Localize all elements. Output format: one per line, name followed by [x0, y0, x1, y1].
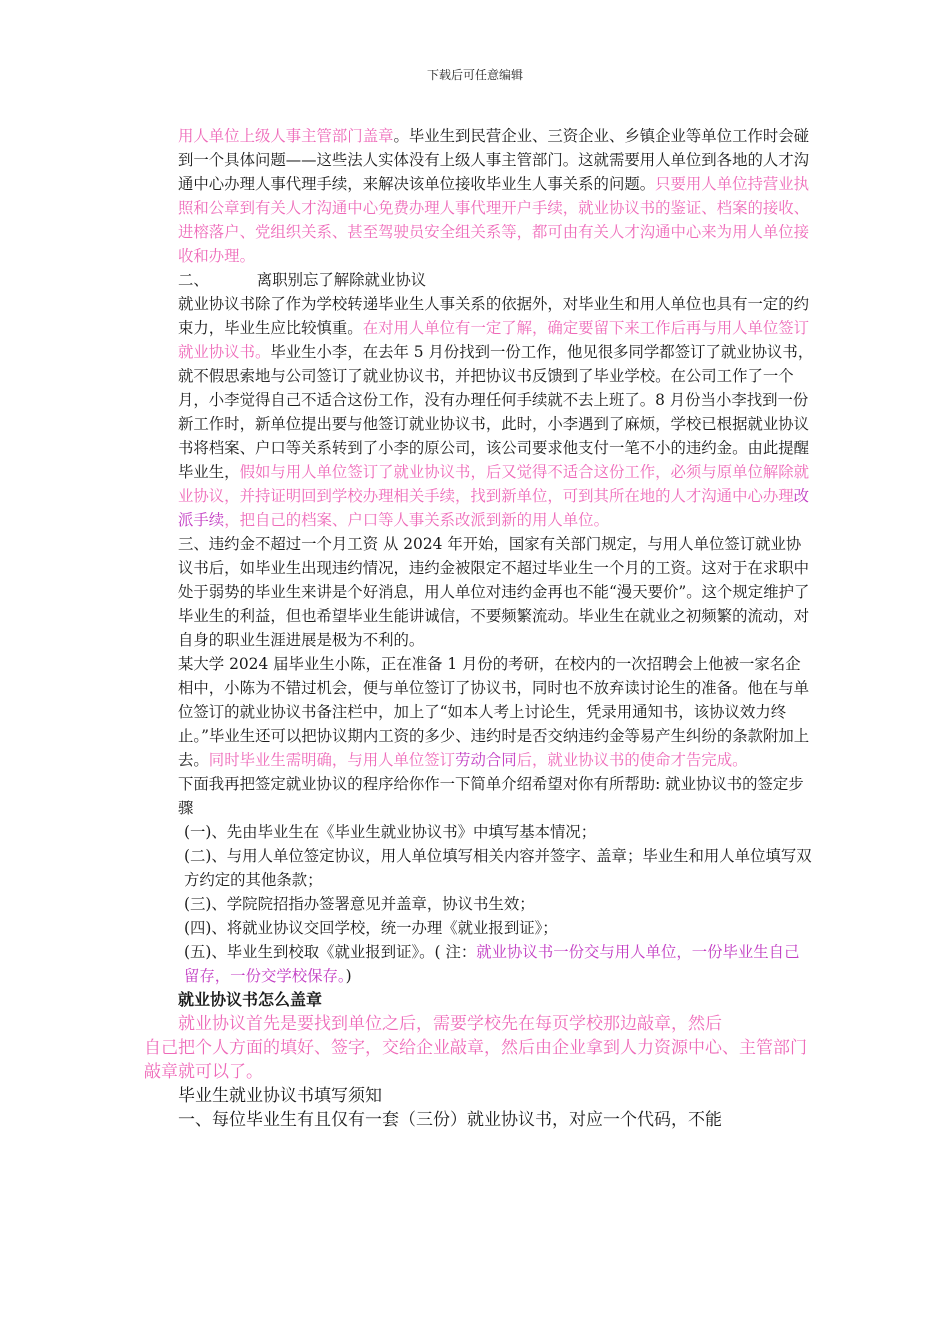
document-body — [144, 124, 814, 1132]
section-2-heading — [178, 268, 814, 292]
body-text: ) — [345, 967, 352, 985]
highlight-text: 只要用人单位持营业执照和公章到有关人才沟通中心免费办理人事代理开户手续，就业协议书的鉴证、档案的接收、进榕落户、党组织关系、甚至驾驶员安全组关系等，都可由有关人才沟通中心来为用人单位接收和办理。 — [178, 175, 810, 265]
body-text: 毕业生小李，在去年 5 月份找到一份工作，他见很多同学都签订了就业协议书，就不假思索地与公司签订了就业协议书，并把协议书反馈到了毕业学校。在公司工作了一个月，小李觉得自己不适合这份工作，没有办理任何手续就不去上班了。8 月份当小李找到一份新工作时，新单位提出要与他签订就业协议书，此时，小李遇到了麻烦，学校已根据就业协议书将档案、户口等关系转到了小李的原公司，该公司要求他支付一笔不小的违约金。由此提醒毕业生， — [178, 343, 814, 481]
highlight-text: 假如与用人单位签订了就业协议书，后又觉得不适合这份工作，必须与原单位解除就业协议，并持证明回到学校办理相关手续，找到新单位，可到其所在地的人才沟通中心办理 — [178, 463, 810, 505]
step-2: (二)、与用人单位签定协议，用人单位填写相关内容并签字、盖章；毕业生和用人单位填写双方约定的其他条款； — [184, 847, 812, 889]
highlight-text: ，把自己的档案、户口等人事关系改派到新的用人单位。 — [224, 511, 609, 529]
paragraph-4 — [178, 652, 814, 772]
step-1: (一)、先由毕业生在《毕业生就业协议书》中填写基本情况； — [184, 823, 597, 841]
paragraph-5: 下面我再把签定就业协议的程序给你作一下简单介绍希望对你有所帮助: 就业协议书的签定步骤 — [178, 775, 804, 817]
body-text: 。毕业生到民营企业、三资企业、乡镇企业等单位工作时会碰到一个具体问题——这些法人实体没有上级人事主管部门。这就需要用人单位到各地的人才沟通中心办理人事代理手续，来解决该单位接收毕业生人事关系的问题。 — [178, 127, 810, 193]
step-4: (四)、将就业协议交回学校，统一办理《就业报到证》； — [184, 919, 558, 937]
body-text: (五)、毕业生到校取《就业报到证》。( 注： — [184, 943, 477, 961]
body-text: 某大学 2024 届毕业生小陈，正在准备 1 月份的考研，在校内的一次招聘会上他被一家名企相中，小陈为不错过机会，便与单位签订了协议书，同时也不放弃读讨论生的准备。他在与单位签订的就业协议书备注栏中，加上了“如本人考上讨论生，凭录用通知书，该协议效力终止。”毕业生还可以把协议期内工资的多少、违约时是否交纳违约金等易产生纠纷的条款附加上去。 — [178, 655, 810, 769]
step-3: (三)、学院院招指办签署意见并盖章，协议书生效； — [184, 895, 535, 913]
notes-item-1: 一、每位毕业生有且仅有一套（三份）就业协议书，对应一个代码，不能 — [178, 1110, 722, 1130]
highlight-text: 用人单位上级人事主管部门盖章 — [178, 127, 394, 145]
page-header: 下载后可任意编辑 — [426, 68, 523, 82]
section-title: 离职别忘了解除就业协议 — [256, 271, 427, 289]
body-text: 就业协议书除了作为学校转递毕业生人事关系的依据外，对毕业生和用人单位也具有一定的约束力，毕业生应比较慎重。 — [178, 295, 810, 337]
highlight-text: 后，就业协议书的使命才告完成。 — [516, 751, 748, 769]
highlight-text: 在对用人单位有一定了解，确定要留下来工作后再与用人单位签订就业协议书。 — [178, 319, 810, 361]
heading-stamp: 就业协议书怎么盖章 — [178, 990, 323, 1009]
section-number: 二、 — [178, 271, 209, 289]
paragraph-1 — [178, 124, 814, 268]
stamp-paragraph-line-1: 就业协议首先是要找到单位之后，需要学校先在每页学校那边敲章，然后 — [178, 1014, 722, 1034]
highlight-text: 同时毕业生需明确，与用人单位签订 — [208, 751, 456, 769]
heading-fill-notes: 毕业生就业协议书填写须知 — [178, 1086, 382, 1106]
highlight-link-text: 劳动合同 — [455, 751, 517, 769]
paragraph-2 — [178, 292, 814, 532]
stamp-paragraph-rest: 自己把个人方面的填好、签字，交给企业敲章，然后由企业拿到人力资源中心、主管部门敲章就可以了。 — [144, 1038, 807, 1082]
highlight-link-text: 改派手续 — [178, 487, 810, 529]
highlight-text: 就业协议书一份交与用人单位，一份毕业生自己留存，一份交学校保存。 — [184, 943, 800, 985]
paragraph-3: 三、违约金不超过一个月工资 从 2024 年开始，国家有关部门规定，与用人单位签订就业协议书后，如毕业生出现违约情况，违约金被限定不超过毕业生一个月的工资。这对于在求职中处于弱势的毕业生来讲是个好消息，用人单位对违约金再也不能“漫天要价”。这个规定维护了毕业生的利益，但也希望毕业生能讲诚信，不要频繁流动。毕业生在就业之初频繁的流动，对自身的职业生涯进展是极为不利的。 — [178, 535, 810, 649]
step-5 — [178, 940, 814, 988]
